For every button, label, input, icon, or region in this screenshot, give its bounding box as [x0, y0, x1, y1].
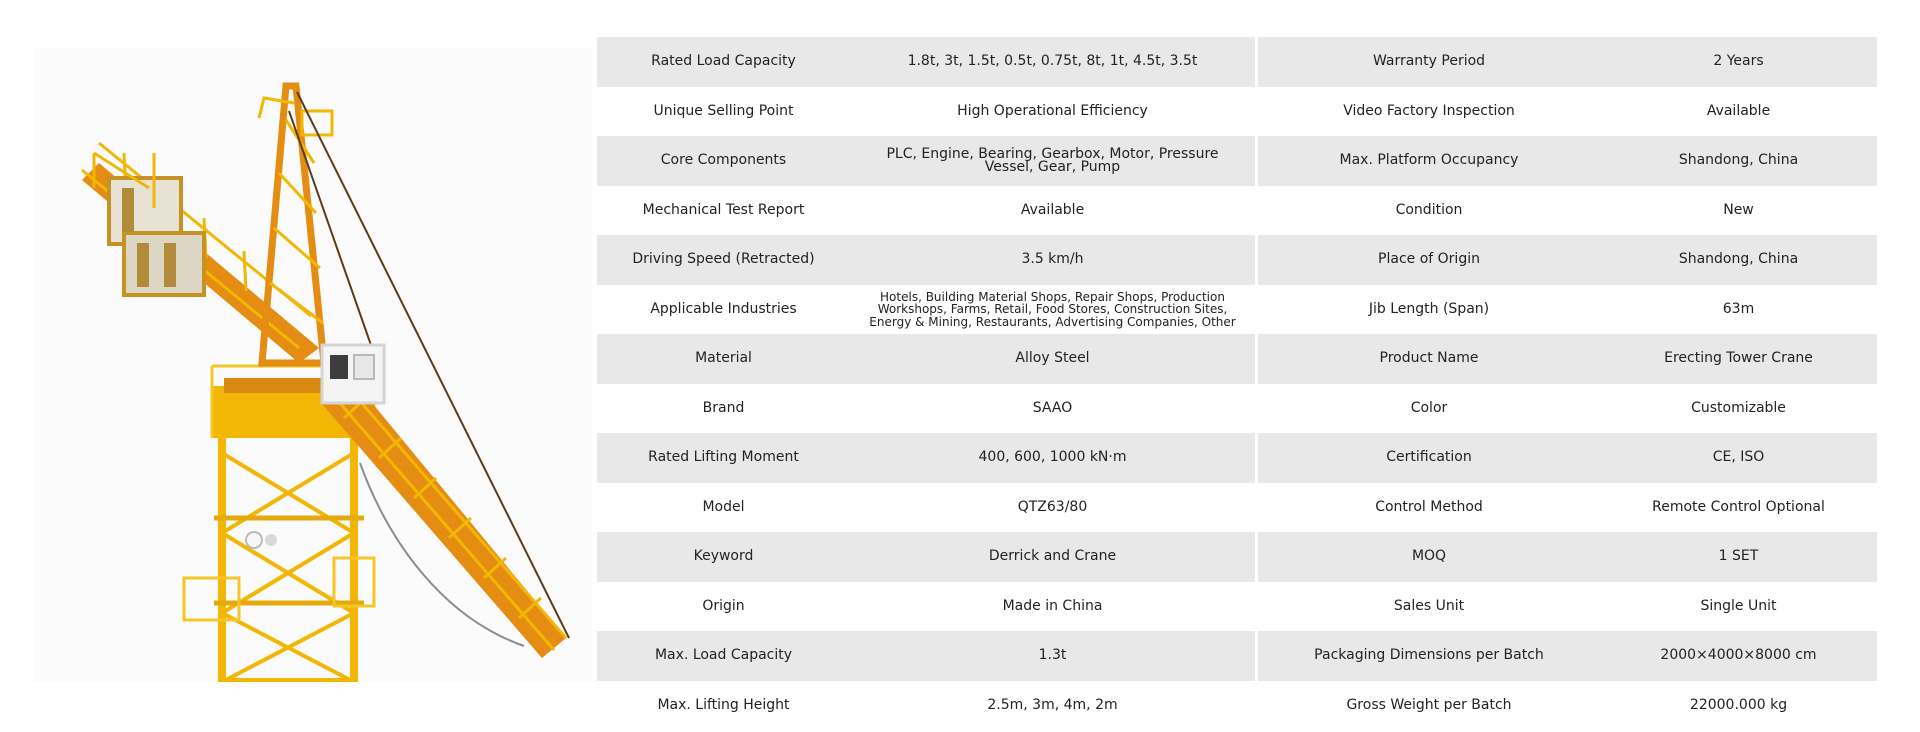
- spec-value: 22000.000 kg: [1689, 696, 1788, 713]
- row-right-half: [1258, 235, 1877, 285]
- spec-label: Place of Origin: [1378, 251, 1480, 268]
- row-left-half: [597, 285, 1255, 335]
- spec-label: Product Name: [1379, 350, 1479, 367]
- row-left-half: [597, 631, 1255, 681]
- row-right-half: [1258, 681, 1877, 731]
- spec-value: 3.5 km/h: [1021, 251, 1084, 268]
- row-right-half: [1258, 186, 1877, 236]
- table-row: [597, 87, 1877, 137]
- spec-label: Color: [1410, 399, 1448, 416]
- row-left-half: [597, 37, 1255, 87]
- table-row: [597, 37, 1877, 87]
- spec-label: Control Method: [1375, 498, 1483, 515]
- row-right-half: [1258, 433, 1877, 483]
- spec-value: 2.5m, 3m, 4m, 2m: [987, 696, 1118, 713]
- spec-label: Mechanical Test Report: [642, 201, 805, 218]
- table-row: [597, 631, 1877, 681]
- row-left-half: [597, 186, 1255, 236]
- spec-value: 400, 600, 1000 kN·m: [978, 449, 1127, 466]
- spec-label: Certification: [1386, 449, 1472, 466]
- row-left-half: [597, 681, 1255, 731]
- spec-value: Remote Control Optional: [1652, 498, 1825, 515]
- spec-label: Sales Unit: [1393, 597, 1465, 614]
- row-left-half: [597, 334, 1255, 384]
- spec-value: Single Unit: [1700, 597, 1777, 614]
- table-row: [597, 235, 1877, 285]
- row-left-half: [597, 582, 1255, 632]
- spec-value: CE, ISO: [1712, 449, 1765, 466]
- spec-label: Packaging Dimensions per Batch: [1314, 647, 1544, 664]
- row-right-half: [1258, 285, 1877, 335]
- row-left-half: [597, 136, 1255, 186]
- spec-value: 1 SET: [1718, 548, 1759, 565]
- spec-value: SAAO: [1032, 399, 1073, 416]
- spec-label: Keyword: [693, 548, 754, 565]
- row-left-half: [597, 532, 1255, 582]
- spec-label: Gross Weight per Batch: [1346, 696, 1512, 713]
- table-row: [597, 681, 1877, 731]
- spec-value: New: [1723, 201, 1754, 218]
- row-left-half: [597, 235, 1255, 285]
- spec-value: Shandong, China: [1678, 251, 1799, 268]
- spec-label: Rated Lifting Moment: [648, 449, 799, 466]
- spec-label: Max. Lifting Height: [657, 696, 790, 713]
- row-left-half: [597, 384, 1255, 434]
- spec-value: Available: [1706, 102, 1771, 119]
- spec-value: High Operational Efficiency: [957, 102, 1148, 119]
- spec-value: Customizable: [1691, 399, 1786, 416]
- spec-label: Origin: [702, 597, 745, 614]
- spec-label: Video Factory Inspection: [1343, 102, 1515, 119]
- row-left-half: [597, 87, 1255, 137]
- spec-value: 2000×4000×8000 cm: [1660, 647, 1817, 664]
- spec-value: 1.3t: [1038, 647, 1067, 664]
- product-image-tower-crane: [34, 48, 592, 682]
- table-row: [597, 483, 1877, 533]
- spec-value: Derrick and Crane: [988, 548, 1117, 565]
- spec-label: Max. Platform Occupancy: [1339, 152, 1519, 169]
- spec-label: Condition: [1395, 201, 1463, 218]
- row-right-half: [1258, 37, 1877, 87]
- specifications-table: [597, 37, 1877, 730]
- spec-label: Rated Load Capacity: [651, 53, 796, 70]
- spec-label: Core Components: [660, 152, 787, 169]
- crane-cab: [322, 345, 384, 403]
- row-right-half: [1258, 582, 1877, 632]
- row-right-half: [1258, 136, 1877, 186]
- spec-value: QTZ63/80: [1017, 498, 1088, 515]
- spec-label: Max. Load Capacity: [654, 647, 793, 664]
- table-row: [597, 334, 1877, 384]
- row-right-half: [1258, 631, 1877, 681]
- table-row: [597, 532, 1877, 582]
- table-row: [597, 582, 1877, 632]
- spec-label: Driving Speed (Retracted): [632, 251, 815, 268]
- table-row: [597, 433, 1877, 483]
- table-row: [597, 285, 1877, 335]
- spec-label: Unique Selling Point: [653, 102, 794, 119]
- spec-value: 63m: [1722, 300, 1755, 317]
- spec-label: Warranty Period: [1372, 53, 1486, 70]
- spec-label: Model: [702, 498, 745, 515]
- spec-label: Jib Length (Span): [1368, 300, 1490, 317]
- tower-crane-illustration: [34, 48, 592, 682]
- spec-value: Shandong, China: [1678, 152, 1799, 169]
- table-row: [597, 384, 1877, 434]
- row-right-half: [1258, 532, 1877, 582]
- row-right-half: [1258, 334, 1877, 384]
- spec-label: Brand: [702, 399, 745, 416]
- row-right-half: [1258, 384, 1877, 434]
- spec-value: Alloy Steel: [1015, 350, 1090, 367]
- spec-value: PLC, Engine, Bearing, Gearbox, Motor, Pressure Vessel, Gear, Pump: [886, 145, 1219, 175]
- spec-value: Erecting Tower Crane: [1664, 350, 1813, 367]
- row-right-half: [1258, 87, 1877, 137]
- spec-value: 2 Years: [1713, 53, 1764, 70]
- table-row: [597, 136, 1877, 186]
- spec-value: 1.8t, 3t, 1.5t, 0.5t, 0.75t, 8t, 1t, 4.5t, 3.5t: [907, 53, 1198, 70]
- row-left-half: [597, 483, 1255, 533]
- spec-value: Made in China: [1002, 597, 1103, 614]
- table-row: [597, 186, 1877, 236]
- row-right-half: [1258, 483, 1877, 533]
- spec-value: Hotels, Building Material Shops, Repair Shops, Production Workshops, Farms, Retail, Food Stores, Construction Sites, Energy & Mining, Restaurants, Advertising Companies, Other: [869, 289, 1236, 329]
- spec-value: Available: [1020, 201, 1085, 218]
- spec-label: Material: [695, 350, 752, 367]
- spec-label: Applicable Industries: [650, 300, 797, 317]
- spec-label: MOQ: [1411, 548, 1447, 565]
- row-left-half: [597, 433, 1255, 483]
